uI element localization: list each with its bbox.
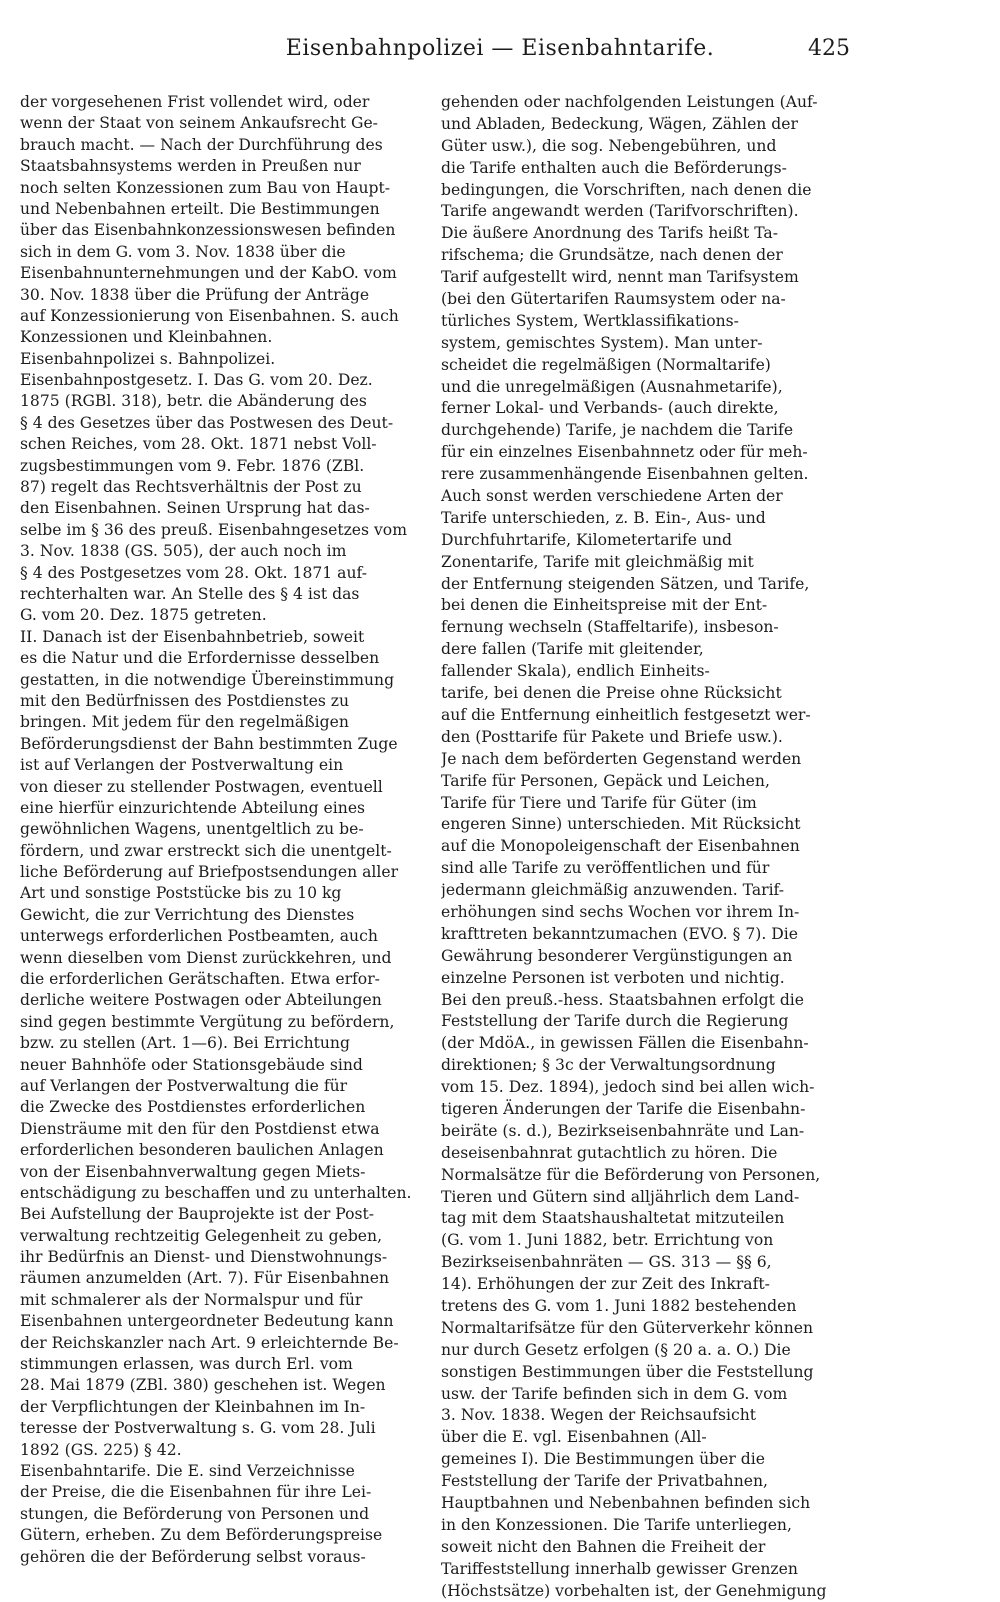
text-line: der Entfernung steigenden Sätzen, und Tarife,: [441, 574, 810, 593]
text-line: durchgehende) Tarife, je nachdem die Tarife: [441, 421, 794, 440]
text-line: Eisenbahntarife. Die E. sind Verzeichnisse: [20, 1462, 355, 1480]
text-line: auf die Monopoleigenschaft der Eisenbahnen: [441, 837, 800, 856]
text-line: sonstigen Bestimmungen über die Feststellung: [441, 1362, 814, 1381]
text-line: über das Eisenbahnkonzessionswesen befinden: [20, 221, 396, 240]
text-line: in den Konzessionen. Die Tarife unterliegen,: [441, 1515, 792, 1534]
text-line: für ein einzelnes Eisenbahnnetz oder für meh-: [441, 443, 808, 462]
text-line: ist auf Verlangen der Postverwaltung ein: [20, 756, 344, 775]
left-text-column: [20, 92, 425, 1568]
text-line: Gewicht, die zur Verrichtung des Dienstes: [20, 905, 355, 924]
text-line: gewöhnlichen Wagens, unentgeltlich zu be-: [20, 820, 364, 839]
text-line: 1892 (GS. 225) § 42.: [20, 1440, 182, 1459]
text-line: soweit nicht den Bahnen die Freiheit der: [441, 1537, 766, 1556]
text-line: schen Reiches, vom 28. Okt. 1871 nebst Voll-: [20, 435, 377, 454]
running-header: Eisenbahnpolizei — Eisenbahntarife.: [285, 36, 715, 61]
text-line: tigeren Änderungen der Tarife die Eisenbahn-: [441, 1099, 806, 1118]
text-line: engeren Sinne) unterschieden. Mit Rücksicht: [441, 815, 801, 834]
text-line: Tarife unterschieden, z. B. Ein-, Aus- und: [441, 508, 766, 527]
text-line: Hauptbahnen und Nebenbahnen befinden sich: [441, 1494, 811, 1512]
text-line: ferner Lokal- und Verbands- (auch direkte,: [441, 399, 779, 418]
text-line: Art und sonstige Poststücke bis zu 10 kg: [20, 884, 342, 903]
text-line: tretens des G. vom 1. Juni 1882 bestehenden: [441, 1296, 797, 1315]
text-line: ihr Bedürfnis an Dienst- und Dienstwohnungs-: [20, 1248, 388, 1267]
text-line: Staatsbahnsystems werden in Preußen nur: [20, 157, 361, 176]
text-line: 3. Nov. 1838 (GS. 505), der auch noch im: [20, 542, 347, 561]
text-line: Eisenbahnunternehmungen und der KabO. vom: [20, 264, 397, 283]
text-line: § 4 des Gesetzes über das Postwesen des Deut-: [20, 413, 394, 432]
text-line: der vorgesehenen Frist vollendet wird, oder: [20, 93, 370, 111]
text-line: rechterhalten war. An Stelle des § 4 ist das: [20, 584, 360, 603]
text-line: es die Natur und die Erfordernisse desselben: [20, 649, 380, 668]
text-line: II. Danach ist der Eisenbahnbetrieb, soweit: [20, 627, 365, 646]
text-line: Bei Aufstellung der Bauprojekte ist der Post-: [20, 1205, 375, 1224]
text-line: Durchfuhrtarife, Kilometertarife und: [441, 530, 733, 549]
text-line: 87) regelt das Rechtsverhältnis der Post zu: [20, 478, 362, 497]
text-line: fernung wechseln (Staffeltarife), insbeson-: [441, 618, 779, 637]
text-line: direktionen; § 3c der Verwaltungsordnung: [441, 1056, 776, 1075]
text-line: fallender Skala), endlich Einheits-: [441, 662, 710, 681]
text-line: zugsbestimmungen vom 9. Febr. 1876 (ZBl.: [20, 456, 365, 475]
text-line: verwaltung rechtzeitig Gelegenheit zu geben,: [20, 1226, 383, 1245]
text-line: Feststellung der Tarife durch die Regierung: [441, 1012, 789, 1031]
text-line: einzelne Personen ist verboten und nichtig.: [441, 968, 785, 987]
text-line: eine hierfür einzurichtende Abteilung eines: [20, 798, 366, 817]
text-line: gehören die der Beförderung selbst voraus-: [20, 1547, 366, 1566]
text-line: dere fallen (Tarife mit gleitender,: [441, 640, 704, 659]
text-line: 14). Erhöhungen der zur Zeit des Inkraft-: [441, 1275, 770, 1294]
text-line: gehenden oder nachfolgenden Leistungen (Auf-: [441, 93, 818, 111]
text-line: erhöhungen sind sechs Wochen vor ihrem In-: [441, 902, 800, 921]
text-line: fördern, und zwar erstreckt sich die unentgelt-: [20, 841, 392, 860]
text-line: Güter usw.), die sog. Nebengebühren, und: [441, 136, 777, 155]
text-line: Auch sonst werden verschiedene Arten der: [441, 487, 783, 506]
text-line: Eisenbahnpostgesetz. I. Das G. vom 20. Dez.: [20, 371, 373, 390]
text-line: rifschema; die Grundsätze, nach denen der: [441, 246, 783, 265]
text-line: § 4 des Postgesetzes vom 28. Okt. 1871 auf-: [20, 563, 368, 582]
text-line: liche Beförderung auf Briefpostsendungen aller: [20, 863, 399, 882]
text-line: über die E. vgl. Eisenbahnen (All-: [441, 1428, 707, 1447]
text-line: und Nebenbahnen erteilt. Die Bestimmungen: [20, 199, 380, 218]
text-line: rere zusammenhängende Eisenbahnen gelten.: [441, 465, 809, 484]
text-line: neuer Bahnhöfe oder Stationsgebäude sind: [20, 1055, 363, 1074]
text-line: 30. Nov. 1838 über die Prüfung der Anträge: [20, 285, 370, 304]
text-line: gemeines I). Die Bestimmungen über die: [441, 1450, 765, 1469]
text-line: die erforderlichen Gerätschaften. Etwa erfor-: [20, 970, 380, 989]
text-line: Zonentarife, Tarife mit gleichmäßig mit: [441, 552, 754, 571]
text-line: stungen, die Beförderung von Personen und: [20, 1504, 370, 1523]
text-line: derliche weitere Postwagen oder Abteilungen: [20, 991, 382, 1010]
text-line: Tieren und Gütern sind alljährlich dem Land-: [441, 1187, 800, 1206]
text-line: Normaltarifsätze für den Güterverkehr können: [441, 1318, 814, 1337]
text-line: Eisenbahnen untergeordneter Bedeutung kann: [20, 1312, 394, 1331]
text-line: Eisenbahnpolizei s. Bahnpolizei.: [20, 349, 276, 368]
page-number: 425: [808, 36, 850, 61]
text-line: (G. vom 1. Juni 1882, betr. Errichtung von: [441, 1231, 774, 1250]
text-line: jedermann gleichmäßig anzuwenden. Tarif-: [441, 881, 785, 900]
text-line: auf Verlangen der Postverwaltung die für: [20, 1076, 348, 1095]
text-line: der Reichskanzler nach Art. 9 erleichternde Be-: [20, 1333, 399, 1352]
text-line: sich in dem G. vom 3. Nov. 1838 über die: [20, 242, 346, 261]
text-line: selbe im § 36 des preuß. Eisenbahngesetzes vom: [20, 520, 407, 539]
text-line: mit den Bedürfnissen des Postdienstes zu: [20, 691, 350, 710]
text-line: usw. der Tarife befinden sich in dem G. vom: [441, 1384, 788, 1403]
text-line: (der MdöA., in gewissen Fällen die Eisenbahn-: [441, 1034, 809, 1053]
text-line: Tarife für Personen, Gepäck und Leichen,: [441, 771, 770, 790]
text-line: bedingungen, die Vorschriften, nach denen die: [441, 180, 812, 199]
text-line: Bei den preuß.-hess. Staatsbahnen erfolgt die: [441, 990, 805, 1009]
text-line: der Verpflichtungen der Kleinbahnen im In-: [20, 1397, 366, 1416]
text-line: Beförderungsdienst der Bahn bestimmten Zuge: [20, 734, 398, 753]
text-line: Normalsätze für die Beförderung von Personen,: [441, 1165, 821, 1184]
text-line: Gütern, erheben. Zu dem Beförderungspreise: [20, 1526, 383, 1545]
text-line: türliches System, Wertklassifikations-: [441, 311, 739, 330]
text-line: die Tarife enthalten auch die Beförderungs-: [441, 158, 787, 177]
text-line: teresse der Postverwaltung s. G. vom 28. Juli: [20, 1419, 376, 1438]
text-line: Je nach dem beförderten Gegenstand werden: [441, 749, 802, 768]
text-line: 28. Mai 1879 (ZBl. 380) geschehen ist. Wegen: [20, 1376, 386, 1395]
text-line: sind alle Tarife zu veröffentlichen und für: [441, 859, 770, 878]
text-line: noch selten Konzessionen zum Bau von Haupt-: [20, 178, 391, 197]
text-line: entschädigung zu beschaffen und zu unterhalten.: [20, 1183, 412, 1202]
text-line: vom 15. Dez. 1894), jedoch sind bei allen wich-: [441, 1078, 815, 1097]
text-line: auf Konzessionierung von Eisenbahnen. S. auch: [20, 306, 399, 325]
text-line: Feststellung der Tarife der Privatbahnen,: [441, 1472, 768, 1491]
text-line: wenn dieselben vom Dienst zurückkehren, und: [20, 948, 392, 967]
text-line: Tarife für Tiere und Tarife für Güter (im: [441, 793, 757, 812]
text-line: (Höchstsätze) vorbehalten ist, der Genehmigung: [441, 1581, 827, 1600]
text-line: von der Eisenbahnverwaltung gegen Miets-: [20, 1162, 366, 1181]
text-line: 3. Nov. 1838. Wegen der Reichsaufsicht: [441, 1406, 757, 1425]
text-line: von dieser zu stellender Postwagen, eventuell: [20, 777, 383, 796]
text-line: räumen anzumelden (Art. 7). Für Eisenbahnen: [20, 1269, 390, 1288]
text-line: mit schmalerer als der Normalspur und für: [20, 1290, 363, 1309]
text-line: Tarif aufgestellt wird, nennt man Tarifsystem: [441, 268, 799, 287]
text-line: unterwegs erforderlichen Postbeamten, auch: [20, 927, 378, 946]
text-line: und die unregelmäßigen (Ausnahmetarife),: [441, 377, 783, 396]
text-line: Diensträume mit den für den Postdienst etwa: [20, 1119, 380, 1138]
text-line: den Eisenbahnen. Seinen Ursprung hat das-: [20, 499, 370, 518]
text-line: Die äußere Anordnung des Tarifs heißt Ta-: [441, 224, 778, 243]
text-line: Tariffeststellung innerhalb gewisser Grenzen: [441, 1559, 798, 1578]
text-line: bei denen die Einheitspreise mit der Ent-: [441, 596, 768, 615]
text-line: brauch macht. — Nach der Durchführung des: [20, 135, 383, 154]
text-line: tarife, bei denen die Preise ohne Rücksicht: [441, 684, 782, 703]
text-line: scheidet die regelmäßigen (Normaltarife): [441, 355, 771, 374]
text-line: (bei den Gütertarifen Raumsystem oder na-: [441, 290, 786, 309]
text-line: tag mit dem Staatshaushaltetat mitzuteilen: [441, 1209, 785, 1228]
text-line: die Zwecke des Postdienstes erforderlichen: [20, 1098, 366, 1117]
text-line: Gewährung besonderer Vergünstigungen an: [441, 946, 793, 965]
text-line: beiräte (s. d.), Bezirkseisenbahnräte und Lan-: [441, 1121, 805, 1140]
right-text-column: [441, 92, 852, 1602]
text-line: und Abladen, Bedeckung, Wägen, Zählen der: [441, 114, 798, 133]
text-line: auf die Entfernung einheitlich festgesetzt wer-: [441, 705, 811, 724]
text-line: G. vom 20. Dez. 1875 getreten.: [20, 606, 267, 625]
text-line: Tarife angewandt werden (Tarifvorschriften).: [441, 202, 799, 221]
text-line: Konzessionen und Kleinbahnen.: [20, 328, 273, 347]
text-line: stimmungen erlassen, was durch Erl. vom: [20, 1355, 353, 1374]
text-line: wenn der Staat von seinem Ankaufsrecht Ge-: [20, 114, 378, 133]
text-line: deseisenbahnrat gutachtlich zu hören. Die: [441, 1143, 778, 1162]
text-line: bzw. zu stellen (Art. 1—6). Bei Errichtung: [20, 1034, 350, 1053]
text-line: Bezirkseisenbahnräten — GS. 313 — §§ 6,: [441, 1253, 772, 1272]
text-line: gestatten, in die notwendige Übereinstimmung: [20, 670, 395, 689]
text-line: system, gemischtes System). Man unter-: [441, 333, 763, 352]
text-line: sind gegen bestimmte Vergütung zu befördern,: [20, 1012, 395, 1031]
text-line: der Preise, die die Eisenbahnen für ihre Lei-: [20, 1483, 372, 1502]
text-line: krafttreten bekanntzumachen (EVO. § 7). Die: [441, 924, 798, 943]
text-line: 1875 (RGBl. 318), betr. die Abänderung des: [20, 392, 367, 411]
text-line: nur durch Gesetz erfolgen (§ 20 a. a. O.) Die: [441, 1340, 791, 1359]
text-line: bringen. Mit jedem für den regelmäßigen: [20, 713, 349, 732]
text-line: den (Posttarife für Pakete und Briefe usw.).: [441, 727, 783, 746]
text-line: erforderlichen besonderen baulichen Anlagen: [20, 1141, 384, 1160]
